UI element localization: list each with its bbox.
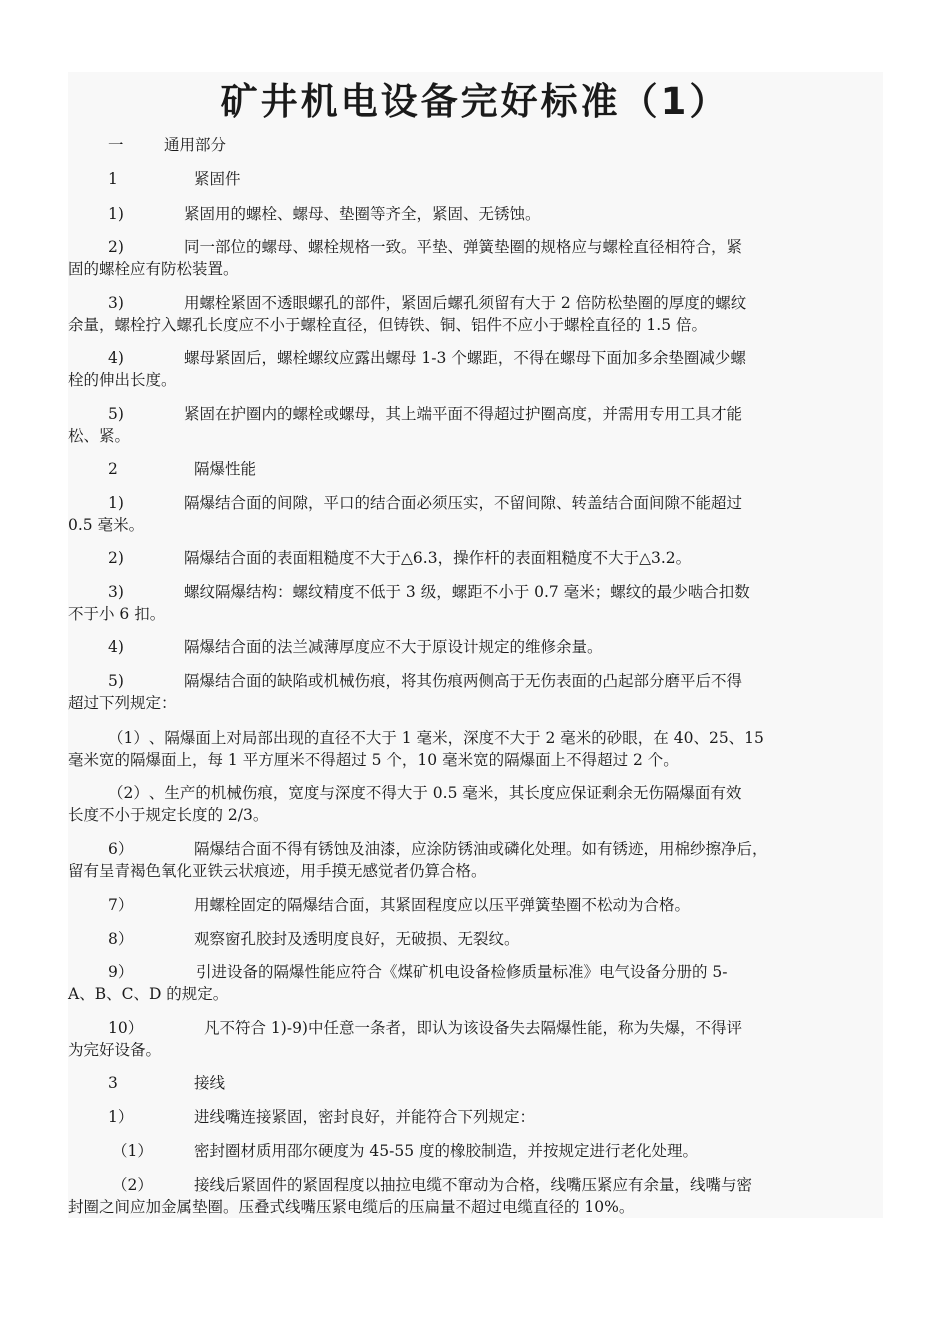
sub-list-item: （1） 密封圈材质用邵尔硬度为 45-55 度的橡胶制造，并按规定进行老化处理。 <box>112 1142 699 1160</box>
list-item: 1） 进线嘴连接紧固，密封良好，并能符合下列规定： <box>108 1108 536 1126</box>
list-item: 2) 同一部位的螺母、螺栓规格一致。平垫、弹簧垫圈的规格应与螺栓直径相符合，紧 <box>108 238 743 256</box>
list-item-continuation: 不于小 6 扣。 <box>68 605 166 623</box>
section-heading: 一 通用部分 <box>108 136 227 154</box>
subsection-heading: 2 隔爆性能 <box>108 460 257 478</box>
list-item-continuation: 栓的伸出长度。 <box>68 371 177 389</box>
list-item: 2) 隔爆结合面的表面粗糙度不大于△6.3，操作杆的表面粗糙度不大于△3.2。 <box>108 549 692 567</box>
list-item: 3) 用螺栓紧固不透眼螺孔的部件，紧固后螺孔须留有大于 2 倍防松垫圈的厚度的螺纹 <box>108 294 747 312</box>
subsection-heading: 3 接线 <box>108 1074 226 1092</box>
list-item: 1) 隔爆结合面的间隙，平口的结合面必须压实，不留间隙、转盖结合面间隙不能超过 <box>108 494 743 512</box>
list-item: 7） 用螺栓固定的隔爆结合面，其紧固程度应以压平弹簧垫圈不松动为合格。 <box>108 896 691 914</box>
list-item: 10） 凡不符合 1)-9)中任意一条者，即认为该设备失去隔爆性能，称为失爆，不得评 <box>108 1019 742 1037</box>
list-item-continuation: 长度不小于规定长度的 2/3。 <box>68 806 269 824</box>
sub-list-item: （2）、生产的机械伤痕，宽度与深度不得大于 0.5 毫米，其长度应保证剩余无伤隔爆面有效 <box>108 784 742 802</box>
list-item: 4) 螺母紧固后，螺栓螺纹应露出螺母 1-3 个螺距，不得在螺母下面加多余垫圈减少螺 <box>108 349 746 367</box>
sub-list-item: （1）、隔爆面上对局部出现的直径不大于 1 毫米，深度不大于 2 毫米的砂眼，在 40、25、15 <box>108 729 764 747</box>
document-title: 矿井机电设备完好标准（1） <box>220 80 730 123</box>
list-item: 5) 隔爆结合面的缺陷或机械伤痕，将其伤痕两侧高于无伤表面的凸起部分磨平后不得 <box>108 672 743 690</box>
list-item-continuation: A、B、C、D 的规定。 <box>68 985 229 1003</box>
list-item: 4) 隔爆结合面的法兰减薄厚度应不大于原设计规定的维修余量。 <box>108 638 603 656</box>
list-item: 1) 紧固用的螺栓、螺母、垫圈等齐全，紧固、无锈蚀。 <box>108 205 541 223</box>
list-item: 8） 观察窗孔胶封及透明度良好，无破损、无裂纹。 <box>108 930 520 948</box>
sub-list-item: （2） 接线后紧固件的紧固程度以抽拉电缆不窜动为合格，线嘴压紧应有余量，线嘴与密 <box>112 1176 753 1194</box>
list-item-continuation: 毫米宽的隔爆面上，每 1 平方厘米不得超过 5 个，10 毫米宽的隔爆面上不得超过 2 个。 <box>68 751 679 769</box>
list-item: 9） 引进设备的隔爆性能应符合《煤矿机电设备检修质量标准》电气设备分册的 5- <box>108 963 728 981</box>
list-item-continuation: 0.5 毫米。 <box>68 516 145 534</box>
list-item-continuation: 为完好设备。 <box>68 1041 162 1059</box>
list-item: 3) 螺纹隔爆结构：螺纹精度不低于 3 级，螺距不小于 0.7 毫米；螺纹的最少啮合扣数 <box>108 583 750 601</box>
list-item-continuation: 留有呈青褐色氧化亚铁云状痕迹，用手摸无感觉者仍算合格。 <box>68 862 487 880</box>
subsection-heading: 1 紧固件 <box>108 170 241 188</box>
list-item: 6） 隔爆结合面不得有锈蚀及油漆，应涂防锈油或磷化处理。如有锈迹，用棉纱擦净后， <box>108 840 768 858</box>
list-item-continuation: 超过下列规定： <box>68 694 177 712</box>
list-item-continuation: 余量，螺栓拧入螺孔长度应不小于螺栓直径，但铸铁、铜、铝件不应小于螺栓直径的 1.5 倍。 <box>68 316 708 334</box>
list-item-continuation: 松、紧。 <box>68 427 131 445</box>
list-item-continuation: 封圈之间应加金属垫圈。压叠式线嘴压紧电缆后的压扁量不超过电缆直径的 10%。 <box>68 1198 635 1216</box>
list-item: 5) 紧固在护圈内的螺栓或螺母，其上端平面不得超过护圈高度，并需用专用工具才能 <box>108 405 743 423</box>
list-item-continuation: 固的螺栓应有防松装置。 <box>68 260 239 278</box>
